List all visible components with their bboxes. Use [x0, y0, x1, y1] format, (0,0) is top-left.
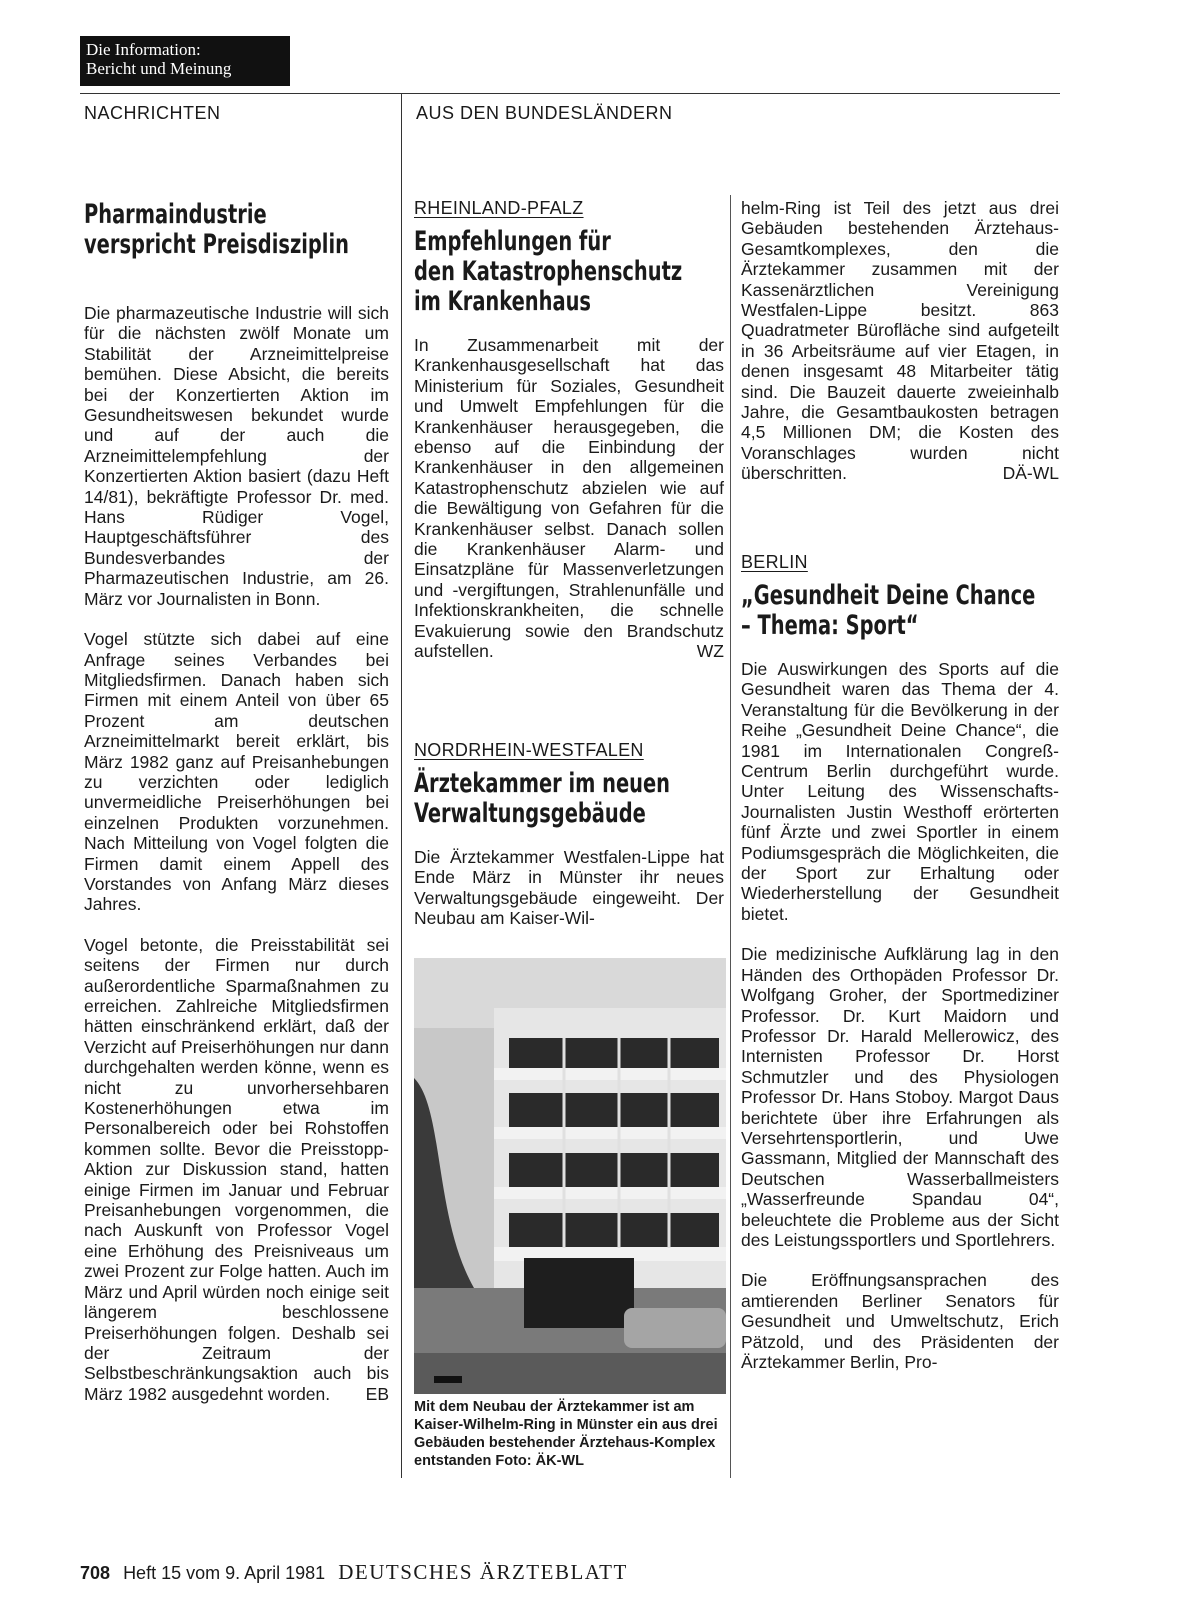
column-divider-right	[730, 195, 731, 1478]
paragraph	[741, 198, 1059, 484]
article-body	[414, 335, 724, 662]
paragraph-text: In Zusammenarbeit mit der Krankenhausgesellschaft hat das Ministerium für Soziales, Gesundheit und Umwelt Empfehlungen für die Krankenhäuser herausgegeben, die ebenso auf die Einbindung der Krankenhäuser in den allgemeinen Katastrophenschutz abzielen wie auf die Bewältigung von Gefahren für die Krankenhäuser selbst. Danach sollen die Krankenhäuser Alarm- und Einsatzpläne für Massenverletzungen und -vergiftungen, Strahlenunfälle und Infektionskrankheiten, die schnelle Evakuierung sowie den Brandschutz aufstellen.	[414, 335, 724, 662]
masthead-line-1: Die Information:	[86, 40, 201, 59]
article-body	[414, 847, 724, 929]
paragraph: Die medizinische Aufklärung lag in den Händen des Orthopäden Professor Dr. Wolfgang Groher, der Sportmediziner Professor. Dr. Kurt Maidorn und Professor Dr. Harald Mellerowicz, des Internisten Professor Dr. Horst Schmutzler und des Physiologen Professor Dr. Hans Stoboy. Margot Daus berichtete über ihre Erfahrungen als Versehrtensportlerin, und Uwe Gassmann, Mitglied der Mannschaft des Deutschen Wasserballmeisters „Wasserfreunde Spandau 04“, beleuchtete die Probleme aus der Sicht des Leistungssportlers und Sportlehrers.	[741, 944, 1059, 1250]
photo-caption: Mit dem Neubau der Ärztekammer ist am Kaiser-Wilhelm-Ring in Münster ein aus drei Gebäuden bestehender Ärztehaus-Komplex entstanden Foto: ÄK-WL	[414, 1399, 718, 1469]
paragraph: Die Ärztekammer Westfalen-Lippe hat Ende März in Münster ihr neues Verwaltungsgebäude eingeweiht. Der Neubau am Kaiser-Wil-	[414, 847, 724, 929]
article-body	[741, 659, 1059, 1372]
article-nordrhein-westfalen	[414, 740, 724, 929]
paragraph-text: Vogel betonte, die Preisstabilität sei seitens der Firmen nur durch außerordentliche Sparmaßnahmen zu erreichen. Zahlreiche Mitgliedsfirmen hätten einschränkend erklärt, daß der Verzicht auf Preiserhöhungen nur dann durchgehalten werden könne, wenn es nicht zu unvorhersehbaren Kostenerhöhungen etwa im Personalbereich oder bei Rohstoffen kommen sollte. Bevor die Preisstopp-Aktion zur Diskussion stand, hatten einige Firmen im Januar und Februar Preisanhebungen vorgenommen, die nach Auskunft von Professor Vogel eine Erhöhung des Preisniveaus um zwei Prozent zur Folge hatten. Auch im März und April würden noch einige seit längerem beschlossene Preiserhöhungen folgen. Deshalb sei der Zeitraum der Selbstbeschränkungsaktion auch bis März 1982 ausgedehnt worden.	[84, 934, 389, 1404]
headline-line: den Katastrophenschutz	[414, 256, 683, 287]
paragraph	[84, 935, 389, 1404]
headline-line: „Gesundheit Deine Chance	[741, 580, 1036, 611]
article-body	[84, 303, 389, 1404]
author-signature: DÄ-WL	[1002, 463, 1059, 484]
publication-name: DEUTSCHES ÄRZTEBLATT	[338, 1560, 628, 1584]
masthead	[80, 36, 290, 86]
article-headline	[84, 200, 404, 260]
section-label-bundeslaender: AUS DEN BUNDESLÄNDERN	[416, 103, 673, 123]
page-footer	[80, 1560, 628, 1585]
author-signature: EB	[365, 1383, 389, 1404]
column-divider	[401, 93, 402, 1478]
building-photo	[414, 958, 726, 1394]
headline-line: verspricht Preisdisziplin	[84, 229, 349, 260]
building-photo-image	[414, 958, 726, 1394]
headline-line: Empfehlungen für	[414, 226, 611, 257]
region-label: NORDRHEIN-WESTFALEN	[414, 740, 644, 760]
headline-line: – Thema: Sport“	[741, 610, 919, 641]
region-label: RHEINLAND-PFALZ	[414, 198, 584, 218]
article-headline	[414, 769, 734, 829]
headline-line: Pharmaindustrie	[84, 199, 267, 230]
headline-line: im Krankenhaus	[414, 286, 591, 317]
article-body	[741, 198, 1059, 484]
author-signature: WZ	[696, 641, 724, 662]
region-label: BERLIN	[741, 552, 808, 572]
paragraph: Die Auswirkungen des Sports auf die Gesundheit waren das Thema der 4. Veranstaltung für die Bevölkerung in der Reihe „Gesundheit Deine Chance“, die 1981 im Internationalen Congreß-Centrum Berlin durchgeführt wurde. Unter Leitung des Wissenschafts-Journalisten Justin Westhoff erörterten fünf Ärzte und zwei Sportler in einem Podiumsgespräch die Möglichkeiten, die der Sport zur Erhaltung oder Wiederherstellung der Gesundheit bietet.	[741, 659, 1059, 924]
paragraph: Die pharmazeutische Industrie will sich für die nächsten zwölf Monate um Stabilität der Arzneimittelpreise bemühen. Diese Absicht, die bereits bei der Konzertierten Aktion im Gesundheitswesen bekundet wurde und auf der auch die Arzneimittelempfehlung der Konzertierten Aktion basiert (dazu Heft 14/81), bekräftigte Professor Dr. med. Hans Rüdiger Vogel, Hauptgeschäftsführer des Bundesverbandes der Pharmazeutischen Industrie, am 26. März vor Journalisten in Bonn.	[84, 303, 389, 609]
issue-info: Heft 15 vom 9. April 1981	[123, 1563, 326, 1583]
paragraph: Vogel stützte sich dabei auf eine Anfrage seines Verbandes bei Mitgliedsfirmen. Danach haben sich Firmen mit einem Anteil von über 65 Prozent am deutschen Arzneimittelmarkt bereit erklärt, bis März 1982 ganz auf Preisanhebungen zu verzichten oder lediglich unvermeidliche Preiserhöhungen bei einzelnen Produkten vorzunehmen. Nach Mitteilung von Vogel folgten die Firmen damit einem Appell des Vorstandes von Anfang März dieses Jahres.	[84, 629, 389, 915]
top-rule	[80, 93, 1060, 94]
article-headline	[414, 227, 734, 317]
article-berlin	[741, 552, 1059, 1372]
article-rheinland-pfalz	[414, 198, 724, 662]
article-nordrhein-westfalen-continued	[741, 198, 1059, 484]
masthead-line-2: Bericht und Meinung	[86, 59, 232, 78]
paragraph	[414, 335, 724, 662]
article-headline	[741, 581, 1069, 641]
headline-line: Ärztekammer im neuen	[414, 768, 671, 799]
section-label-nachrichten: NACHRICHTEN	[84, 103, 221, 123]
headline-line: Verwaltungsgebäude	[414, 798, 646, 829]
paragraph: Die Eröffnungsansprachen des amtierenden Berliner Senators für Gesundheit und Umweltschutz, Erich Pätzold, und des Präsidenten der Ärztekammer Berlin, Pro-	[741, 1270, 1059, 1372]
page-number: 708	[80, 1563, 111, 1583]
paragraph-text: helm-Ring ist Teil des jetzt aus drei Gebäuden bestehenden Ärztehaus-Gesamtkomplexes, den die Ärztekammer zusammen mit der Kassenärztlichen Vereinigung Westfalen-Lippe besitzt. 863 Quadratmeter Bürofläche sind aufgeteilt in 36 Arbeitsräume auf vier Etagen, in denen insgesamt 48 Mitarbeiter tätig sind. Die Bauzeit dauerte zweieinhalb Jahre, die Gesamtbaukosten betragen 4,5 Millionen DM; die Kosten des Voranschlages wurden nicht überschritten.	[741, 198, 1059, 484]
article-pharmaindustrie	[84, 200, 389, 1404]
